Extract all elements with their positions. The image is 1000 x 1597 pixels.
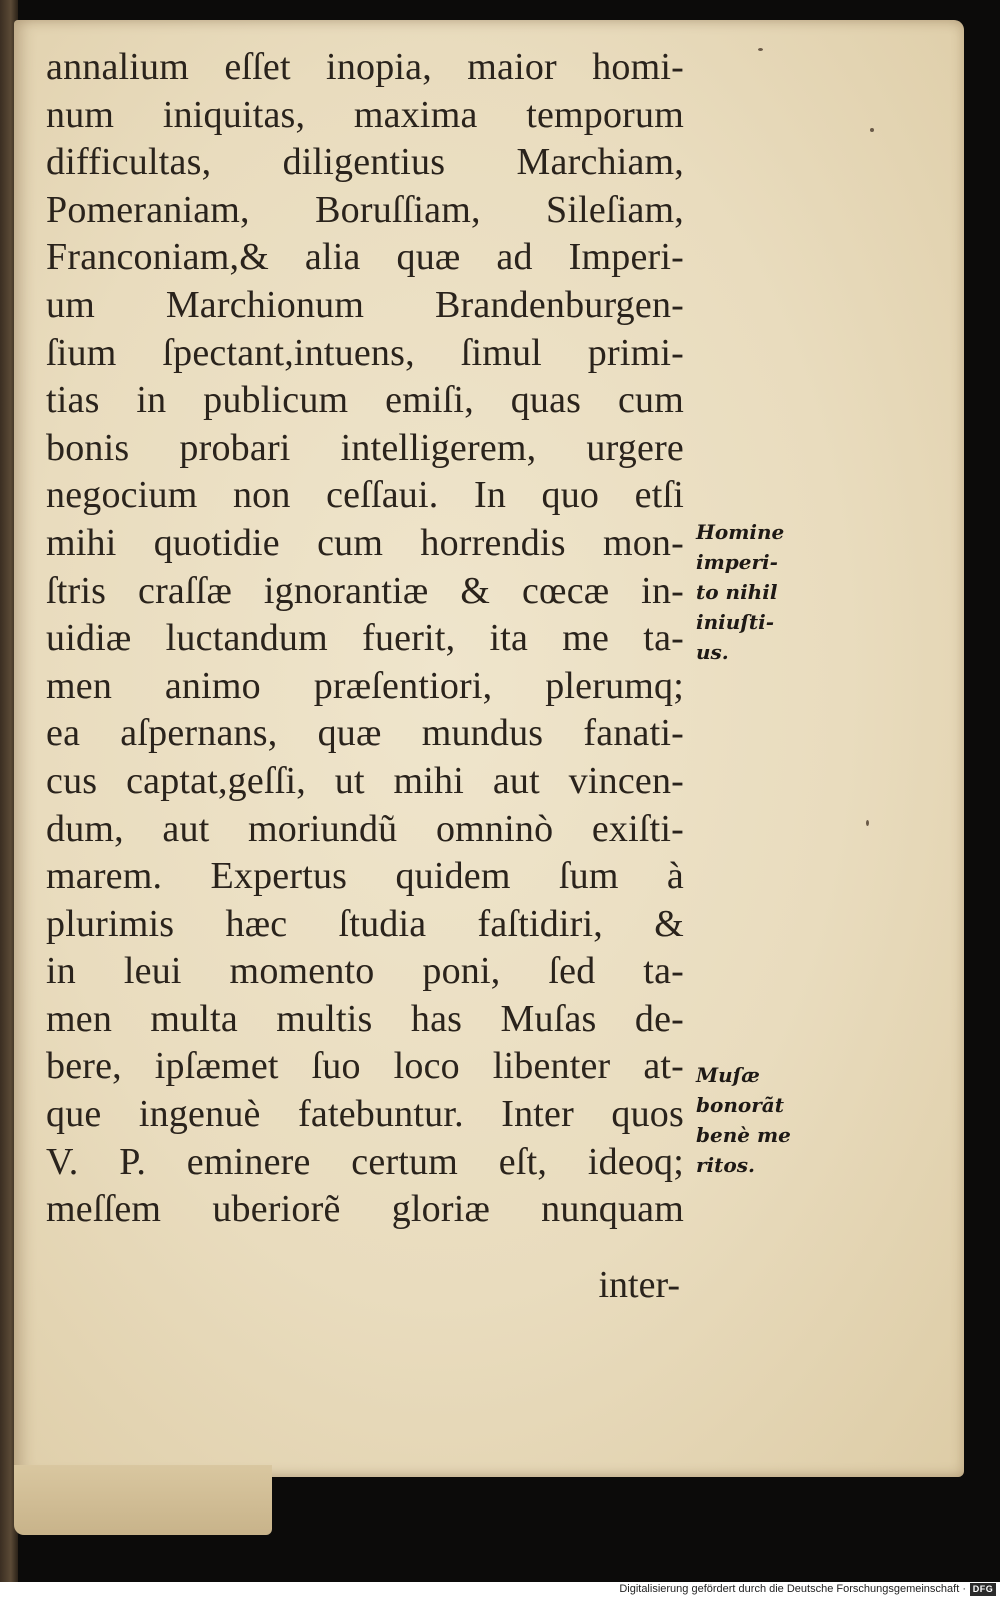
text-line: marem. Expertus quidem ſum à: [46, 855, 684, 898]
marginal-note-1: [696, 517, 784, 667]
text-line: cus captat,geſſi, ut mihi aut vincen-: [46, 759, 684, 802]
marginal-note-line: iniuſti-: [696, 610, 775, 634]
text-line: tias in publicum emiſi, quas cum: [46, 379, 684, 422]
marginal-note-line: us.: [696, 640, 729, 664]
paper-speck: [870, 128, 874, 132]
marginal-note-line: to nihil: [696, 580, 778, 604]
text-line: meſſem uberiorẽ gloriæ nunquam: [46, 1188, 684, 1231]
text-line: bere, ipſæmet ſuo loco libenter at-: [46, 1045, 684, 1088]
text-line: Franconiam,& alia quæ ad Imperi-: [46, 236, 684, 279]
marginal-note-line: benè me: [696, 1123, 791, 1147]
text-line: num iniquitas, maxima temporum: [46, 93, 684, 136]
text-line: uidiæ luctandum fuerit, ita me ta-: [46, 617, 684, 660]
digitization-footer: [0, 1582, 1000, 1597]
text-line: ſium ſpectant,intuens, ſimul primi-: [46, 331, 684, 374]
text-line: ſtris craſſæ ignorantiæ & cœcæ in-: [46, 569, 684, 612]
marginal-note-line: imperi-: [696, 550, 778, 574]
text-line: negocium non ceſſaui. In quo etſi: [46, 474, 684, 517]
catchword: inter-: [598, 1264, 680, 1306]
marginal-note-2: [696, 1060, 791, 1180]
text-line: que ingenuè fatebuntur. Inter quos: [46, 1093, 684, 1136]
text-line: men animo præſentiori, plerumq;: [46, 664, 684, 707]
main-text-block: [46, 44, 684, 1234]
text-line: in leui momento poni, ſed ta-: [46, 950, 684, 993]
text-line: annalium eſſet inopia, maior homi-: [46, 46, 684, 88]
dfg-logo: DFG: [970, 1583, 996, 1596]
text-line: dum, aut moriundũ omninò exiſti-: [46, 807, 684, 850]
text-line: bonis probari intelligerem, urgere: [46, 426, 684, 469]
paper-speck: [758, 48, 763, 51]
text-line: um Marchionum Brandenburgen-: [46, 283, 684, 326]
marginal-note-line: bonorãt: [696, 1093, 784, 1117]
footer-credit: Digitalisierung gefördert durch die Deutsche Forschungsgemeinschaft ·: [619, 1583, 966, 1595]
text-line: mihi quotidie cum horrendis mon-: [46, 521, 684, 564]
underlying-page-edge: [14, 1465, 272, 1535]
text-line: Pomeraniam, Boruſſiam, Sileſiam,: [46, 188, 684, 231]
text-line: men multa multis has Muſas de-: [46, 997, 684, 1040]
text-line: difficultas, diligentius Marchiam,: [46, 141, 684, 184]
marginal-note-line: Muſæ: [696, 1063, 760, 1087]
text-line: V. P. eminere certum eſt, ideoq;: [46, 1140, 684, 1183]
marginal-note-line: Homine: [696, 520, 785, 544]
paper-speck: [866, 820, 869, 826]
text-line: plurimis hæc ſtudia faſtidiri, &: [46, 902, 684, 945]
marginal-note-line: ritos.: [696, 1153, 755, 1177]
text-line: ea aſpernans, quæ mundus fanati-: [46, 712, 684, 755]
